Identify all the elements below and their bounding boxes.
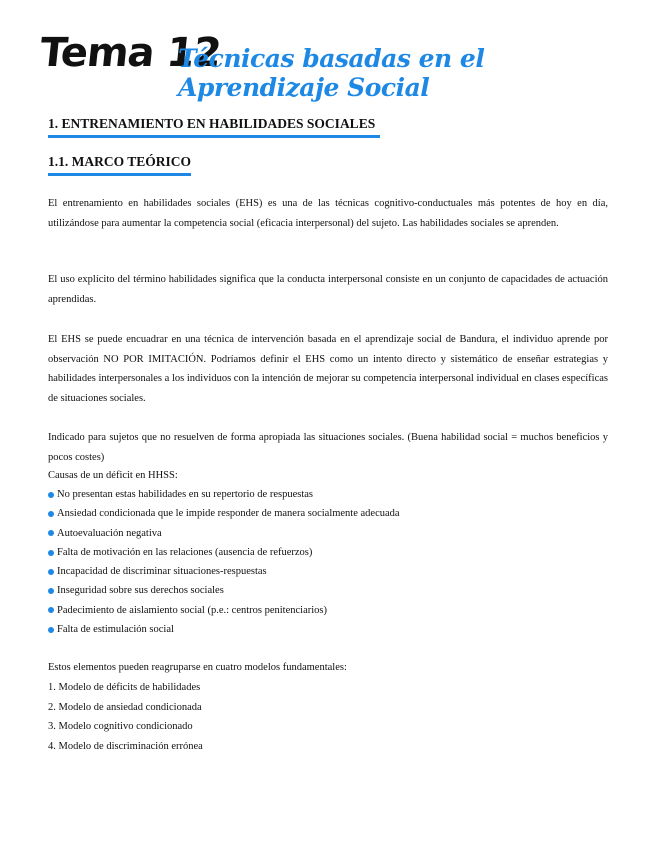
list-item: Padecimiento de aislamiento social (p.e.: centros penitenciarios) xyxy=(48,601,608,620)
paragraph-bandura: El EHS se puede encuadrar en una técnica de intervención basada en el aprendizaje social de Bandura, el individuo aprende por observación NO POR IMITACIÓN. Podríamos definir el EHS como un intento directo y sistemático de enseñar estrategias y habilidades interpersonales a los individuos con la intención de mejorar su competencia interpersonal individual en clases específicas de situaciones sociales. xyxy=(48,334,608,404)
bullet-dot-icon xyxy=(48,627,54,633)
section-heading: 1. ENTRENAMIENTO EN HABILIDADES SOCIALES xyxy=(48,116,380,138)
bullet-dot-icon xyxy=(48,550,54,556)
paragraph-skills-term: El uso explícito del término habilidades significa que la conducta interpersonal consiste en un conjunto de capacidades de actuación aprendidas. xyxy=(48,274,608,305)
list-item: 3. Modelo cognitivo condicionado xyxy=(48,721,193,732)
models-list xyxy=(48,678,203,756)
models-intro: Estos elementos pueden reagruparse en cuatro modelos fundamentales: xyxy=(48,662,347,673)
topic-title: Técnicas basadas en el Aprendizaje Social xyxy=(178,44,485,102)
list-item: Inseguridad sobre sus derechos sociales xyxy=(48,581,608,600)
list-item: Falta de estimulación social xyxy=(48,620,608,639)
list-item: 4. Modelo de discriminación errónea xyxy=(48,740,203,752)
paragraph-intro: El entrenamiento en habilidades sociales (EHS) es una de las técnicas cognitivo-conductuales más potentes de hoy en día, utilizándose para aumentar la competencia social (eficacia interpersonal) del sujeto. Las habilidades sociales se aprenden. xyxy=(48,198,608,229)
list-item: 1. Modelo de déficits de habilidades xyxy=(48,682,201,693)
topic-number: Tema 12 xyxy=(37,30,223,76)
list-item: Falta de motivación en las relaciones (ausencia de refuerzos) xyxy=(48,543,608,562)
list-item: 2. Modelo de ansiedad condicionada xyxy=(48,701,202,713)
list-item: Incapacidad de discriminar situaciones-respuestas xyxy=(48,562,608,581)
causes-list xyxy=(48,485,608,639)
list-item: Autoevaluación negativa xyxy=(48,524,608,543)
page-title xyxy=(37,30,630,102)
bullet-dot-icon xyxy=(48,588,54,594)
bullet-dot-icon xyxy=(48,607,54,613)
subsection-heading: 1.1. MARCO TEÓRICO xyxy=(48,154,191,176)
list-item: No presentan estas habilidades en su repertorio de respuestas xyxy=(48,485,608,504)
bullet-dot-icon xyxy=(48,511,54,517)
bullet-dot-icon xyxy=(48,530,54,536)
bullet-dot-icon xyxy=(48,569,54,575)
causes-label: Causas de un déficit en HHSS: xyxy=(48,470,178,481)
bullet-dot-icon xyxy=(48,492,54,498)
paragraph-indication: Indicado para sujetos que no resuelven de forma apropiada las situaciones sociales. (Buena habilidad social = muchos beneficios y pocos costes) xyxy=(48,432,608,463)
list-item: Ansiedad condicionada que le impide responder de manera socialmente adecuada xyxy=(48,504,608,523)
